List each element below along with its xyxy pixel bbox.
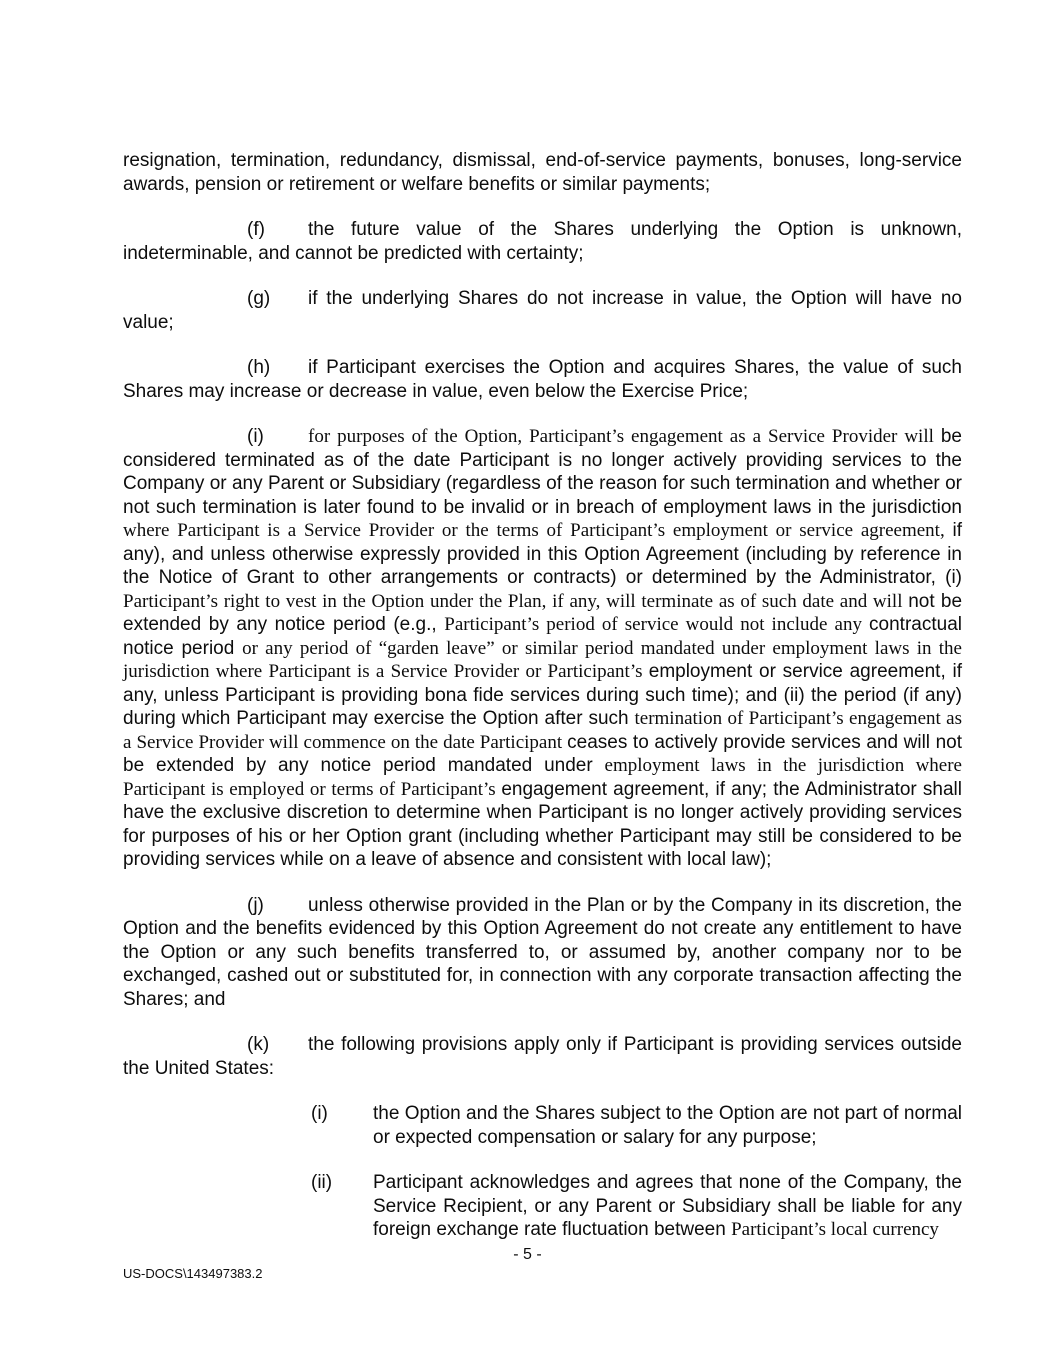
clause-j-label: (j)	[247, 894, 264, 916]
subclause-i	[311, 1102, 962, 1149]
subclause-i-text	[373, 1103, 962, 1148]
clause-k	[123, 1033, 962, 1080]
subclause-ii-label: (ii)	[311, 1172, 333, 1193]
text-run: ceases to actively provide services and will not be extended by any notice period mandated under	[123, 731, 962, 776]
text-run: if any), and unless otherwise expressly provided in this Option Agreement (including by reference in the Notice of Grant to other arrangements or contracts) or determined by the Administrator, (i)	[123, 520, 962, 588]
text-run: if the underlying Shares do not increase in value, the Option will have no value;	[123, 288, 962, 333]
intro-paragraph	[123, 149, 962, 196]
text-run: for purposes of the Option, Participant’s engagement as a Service Provider will	[308, 426, 941, 447]
text-run: Participant acknowledges and agrees that none of the Company, the Service Recipient, or any Parent or Subsidiary shall be liable for any foreign exchange rate fluctuation between	[373, 1172, 962, 1240]
text-run: not be extended by any notice period (e.g.,	[123, 590, 963, 635]
text-run: Participant’s period of service would not include any	[444, 614, 870, 635]
clause-i	[123, 425, 962, 872]
document-body	[123, 149, 962, 1264]
clause-h	[123, 356, 962, 403]
clause-g-label: (g)	[247, 288, 271, 309]
text-run: Participant’s right to vest in the Option under the Plan, if any, will terminate as of such date and will	[123, 590, 909, 612]
clause-f-label: (f)	[247, 219, 265, 240]
text-run: the following provisions apply only if Participant is providing services outside the United States:	[123, 1034, 962, 1079]
document-id-footer: US-DOCS\143497383.2	[123, 1266, 263, 1281]
text-run: employment or service agreement, if any, unless Participant is providing bona fide services during such time); and (ii) the period (if any) during which Participant may exercise the Option after such	[123, 661, 963, 729]
text-run: contractual notice period	[123, 614, 962, 659]
clause-i-label: (i)	[247, 426, 264, 447]
subclause-ii	[311, 1171, 962, 1242]
text-run: be considered terminated as of the date Participant is no longer actively providing services to the Company or any Parent or Subsidiary (regardless of the reason for such termination and whether or not such termination is later found to be invalid or in breach of employment laws in the jurisdiction	[123, 426, 962, 518]
clause-j	[123, 894, 962, 1012]
clause-k-label: (k)	[247, 1034, 270, 1055]
text-run: the Option and the Shares subject to the Option are not part of normal or expected compensation or salary for any purpose;	[373, 1103, 962, 1148]
text-run: Participant’s local currency	[731, 1219, 939, 1240]
clause-h-label: (h)	[247, 357, 271, 378]
text-run: resignation, termination, redundancy, dismissal, end-of-service payments, bonuses, long-service awards, pension or retirement or welfare benefits or similar payments;	[123, 150, 962, 195]
text-run: termination of Participant’s engagement as a Service Provider will commence on the date Participant	[123, 708, 962, 753]
clause-f	[123, 218, 962, 265]
text-run: or any period of “garden leave” or similar period mandated under employment laws in the jurisdiction where Participant is a Service Provider or Participant’s	[123, 637, 962, 682]
clause-g	[123, 287, 962, 334]
subclause-ii-text	[373, 1172, 962, 1240]
page-number: - 5 -	[513, 1246, 542, 1263]
text-run: employment laws in the jurisdiction where Participant is employed or terms of Participant’s	[123, 755, 962, 800]
text-run: where Participant is a Service Provider or the terms of Participant’s employment or service agreement,	[123, 520, 953, 541]
text-run: unless otherwise provided in the Plan or by the Company in its discretion, the Option and the benefits evidenced by this Option Agreement do not create any entitlement to have the Option or any such benefits transferred to, or assumed by, another company nor to be exchanged, cashed out or substituted for, in connection with any corporate transaction affecting the Shares; and	[123, 894, 962, 1010]
clause-i-text	[123, 426, 962, 870]
text-run: the future value of the Shares underlying the Option is unknown, indeterminable, and cannot be predicted with certainty;	[123, 219, 962, 264]
subclause-i-label: (i)	[311, 1103, 328, 1124]
text-run: if Participant exercises the Option and acquires Shares, the value of such Shares may increase or decrease in value, even below the Exercise Price;	[123, 357, 962, 402]
text-run: engagement agreement, if any; the Administrator shall have the exclusive discretion to determine when Participant is no longer actively providing services for purposes of his or her Option grant (including whether Participant may still be considered to be providing services while on a leave of absence and consistent with local law);	[123, 778, 962, 870]
